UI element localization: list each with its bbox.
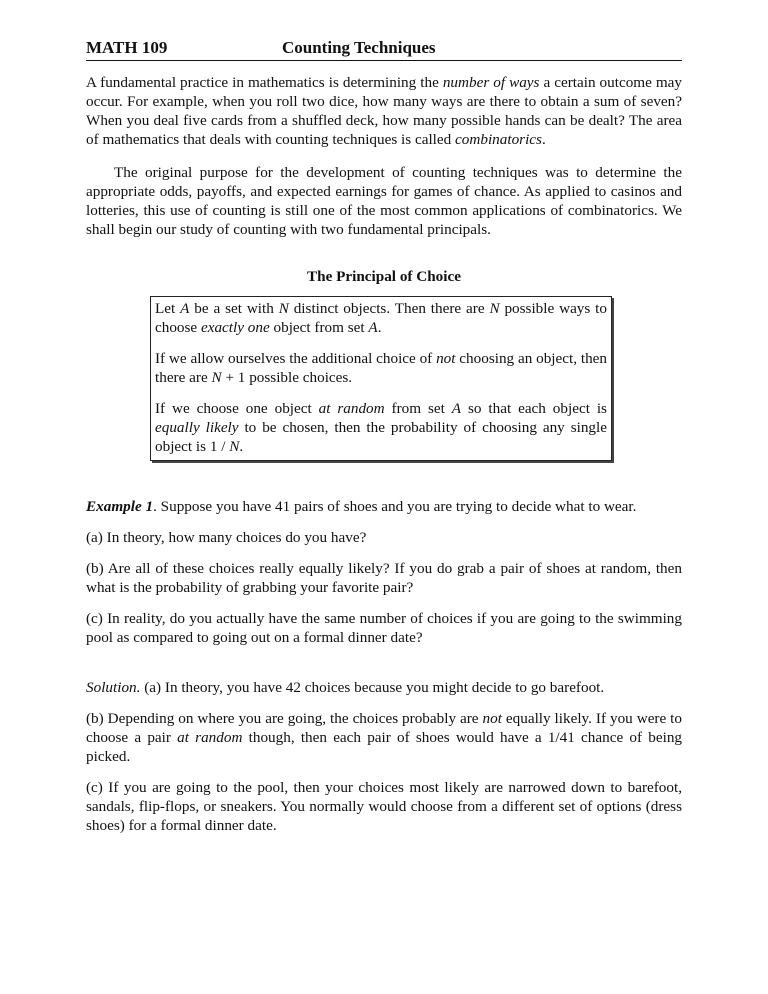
example-label: Example 1 [86,498,154,515]
course-code: MATH 109 [86,38,168,57]
example-question-a: (a) In theory, how many choices do you have? [86,529,367,546]
solution-part-a: Solution. (a) In theory, you have 42 choices because you might decide to go barefoot. [86,679,605,696]
principle-box [150,296,612,461]
page-header [86,38,682,61]
solution-part-b: (b) Depending on where you are going, the choices probably are not equally likely. If you were to choose a pair at random though, then each pair of shoes would have a 1/41 chance of being picked. [86,710,683,765]
document-page [86,38,682,835]
example-question-c: (c) In reality, do you actually have the same number of choices if you are going to the swimming pool as compared to going out on a formal dinner date? [86,610,682,646]
intro-paragraph: A fundamental practice in mathematics is determining the number of ways a certain outcome may occur. For example, when you roll two dice, how many ways are there to obtain a sum of seven? When you deal five cards from a shuffled deck, how many possible hands can be dealt? The area of mathematics that deals with counting techniques is called combinatorics. [86,74,683,148]
example-1-statement: Example 1. Suppose you have 41 pairs of shoes and you are trying to decide what to wear. [86,498,637,515]
purpose-paragraph: The original purpose for the development of counting techniques was to determine the appropriate odds, payoffs, and expected earnings for games of chance. As applied to casinos and lotteries, this use of counting is still one of the most common applications of combinatorics. We shall begin our study of counting with two fundamental principals. [86,164,682,238]
principle-title: The Principal of Choice [307,268,461,285]
example-question-b: (b) Are all of these choices really equally likely? If you do grab a pair of shoes at random, then what is the probability of grabbing your favorite pair? [86,560,682,596]
principle-statement-2: If we allow ourselves the additional choice of not choosing an object, then there are N + 1 possible choices. [155,350,607,386]
solution-part-c: (c) If you are going to the pool, then your choices most likely are narrowed down to barefoot, sandals, flip-flops, or sneakers. You normally would choose from a different set of options (dress shoes) for a formal dinner date. [86,779,682,834]
principle-statement-1: Let A be a set with N distinct objects. Then there are N possible ways to choose exactly one object from set A. [155,300,607,336]
solution-label: Solution. [86,679,141,696]
principle-statement-3: If we choose one object at random from set A so that each object is equally likely to be chosen, then the probability of choosing any single object is 1 / N. [155,400,607,455]
page-title: Counting Techniques [282,38,436,57]
